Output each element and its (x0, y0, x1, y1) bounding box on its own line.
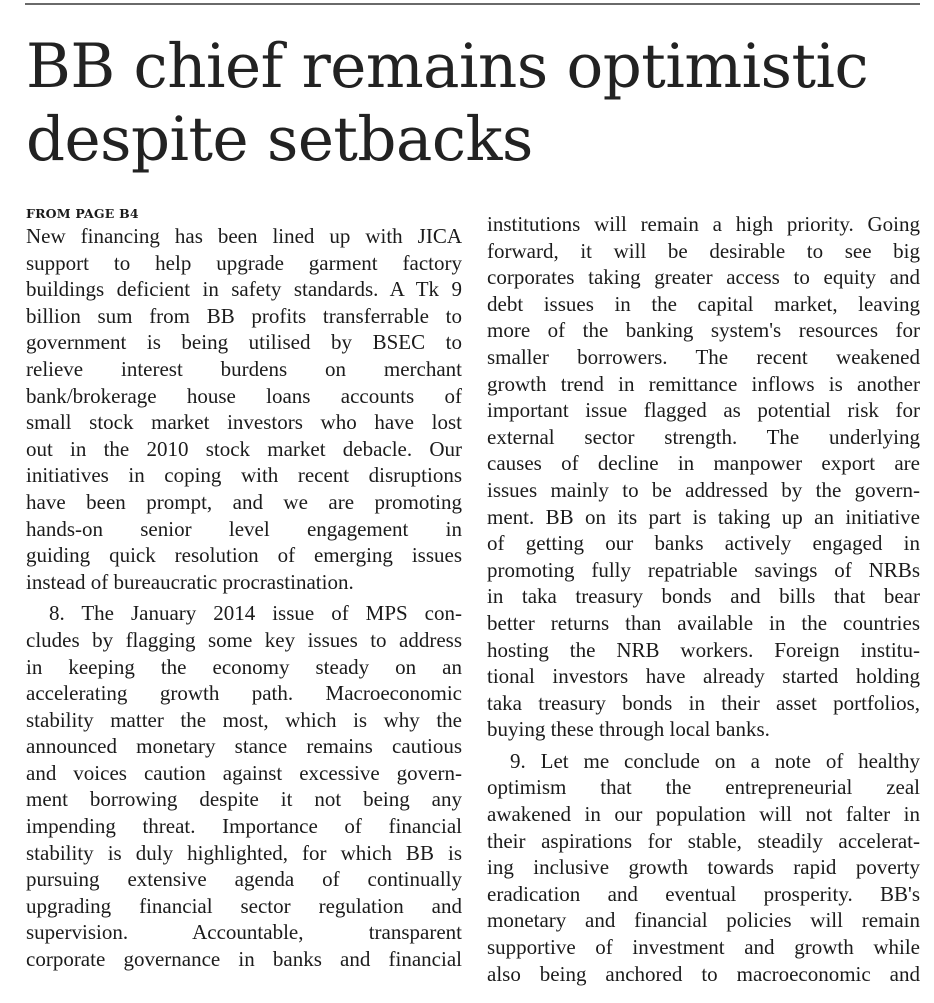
text-line: New financing has been lined up with JICA (26, 224, 462, 248)
text-line: 8. The January 2014 issue of MPS con- (49, 601, 462, 626)
text-line: in taka treasury bonds and bills that bear (487, 584, 920, 609)
headline-line: despite setbacks (26, 104, 533, 175)
text-line: awakened in our population will not falter in (487, 802, 920, 827)
text-line: buildings deficient in safety standards. A Tk 9 (26, 277, 462, 302)
text-line: out in the 2010 stock market debacle. Our (26, 436, 462, 461)
text-line: stability is duly highlighted, for which BB is (26, 840, 462, 865)
text-line: relieve interest burdens on merchant (26, 356, 462, 381)
text-line: their aspirations for stable, steadily accelerat- (487, 828, 920, 853)
paragraph (26, 223, 462, 595)
text-line: optimism that the entrepreneurial zeal (487, 775, 920, 800)
text-line: tional investors have already started holding (487, 664, 920, 689)
text-line: ment borrowing despite it not being any (26, 787, 462, 812)
text-line: growth trend in remittance inflows is another (487, 371, 920, 396)
text-line: debt issues in the capital market, leaving (487, 291, 920, 316)
text-line: taka treasury bonds in their asset portfolios, (487, 690, 920, 715)
text-line: and voices caution against excessive govern- (26, 760, 462, 785)
text-line: announced monetary stance remains cautious (26, 734, 462, 759)
text-line: support to help upgrade garment factory (26, 250, 462, 275)
text-line: better returns than available in the countries (487, 610, 920, 635)
top-rule (25, 3, 920, 5)
from-page-label: FROM PAGE B4 (26, 206, 139, 221)
paragraph (26, 600, 462, 972)
left-column (26, 204, 462, 973)
text-line: important issue flagged as potential risk for (487, 398, 920, 423)
text-line: initiatives in coping with recent disruptions (26, 463, 462, 488)
text-line: supervision. Accountable, transparent (26, 920, 462, 945)
text-line: monetary and financial policies will remain (487, 908, 920, 933)
text-line: issues mainly to be addressed by the govern- (487, 477, 920, 502)
text-line: impending threat. Importance of financial (26, 814, 462, 839)
text-line: government is being utilised by BSEC to (26, 330, 462, 355)
text-line: pursuing extensive agenda of continually (26, 867, 462, 892)
text-line: 9. Let me conclude on a note of healthy (510, 748, 920, 773)
text-line: in keeping the economy steady on an (26, 654, 462, 679)
text-line: small stock market investors who have lost (26, 410, 462, 435)
text-line: also being anchored to macroeconomic and (487, 961, 920, 986)
paragraph (487, 211, 920, 743)
text-line: ing inclusive growth towards rapid poverty (487, 855, 920, 880)
text-line: have been prompt, and we are promoting (26, 489, 462, 514)
text-line: guiding quick resolution of emerging issues (26, 543, 462, 568)
text-line: external sector strength. The underlying (487, 424, 920, 449)
right-column (487, 211, 920, 987)
text-line: upgrading financial sector regulation and (26, 893, 462, 918)
text-line: cludes by flagging some key issues to address (26, 627, 462, 652)
text-line: ment. BB on its part is taking up an initiative (487, 504, 920, 529)
text-line: more of the banking system's resources for (487, 318, 920, 343)
text-line: promoting fully repatriable savings of NRBs (487, 557, 920, 582)
text-line: causes of decline in manpower export are (487, 451, 920, 476)
text-line: corporates taking greater access to equity and (487, 265, 920, 290)
text-line: institutions will remain a high priority. Going (487, 212, 920, 236)
text-line: bank/brokerage house loans accounts of (26, 383, 462, 408)
text-line: stability matter the most, which is why the (26, 707, 462, 732)
text-line: hands-on senior level engagement in (26, 516, 462, 541)
text-line: accelerating growth path. Macroeconomic (26, 681, 462, 706)
text-line: hosting the NRB workers. Foreign institu- (487, 637, 920, 662)
text-line: instead of bureaucratic procrastination. (26, 569, 354, 594)
text-line: billion sum from BB profits transferrable to (26, 303, 462, 328)
headline (26, 30, 926, 176)
text-line: supportive of investment and growth while (487, 935, 920, 960)
text-line: corporate governance in banks and financial (26, 947, 462, 972)
text-line: buying these through local banks. (487, 717, 770, 742)
text-line: forward, it will be desirable to see big (487, 238, 920, 263)
paragraph (487, 748, 920, 987)
text-line: smaller borrowers. The recent weakened (487, 344, 920, 369)
text-line: of getting our banks actively engaged in (487, 531, 920, 556)
text-line: eradication and eventual prosperity. BB's (487, 881, 920, 906)
headline-line: BB chief remains optimistic (26, 31, 869, 102)
